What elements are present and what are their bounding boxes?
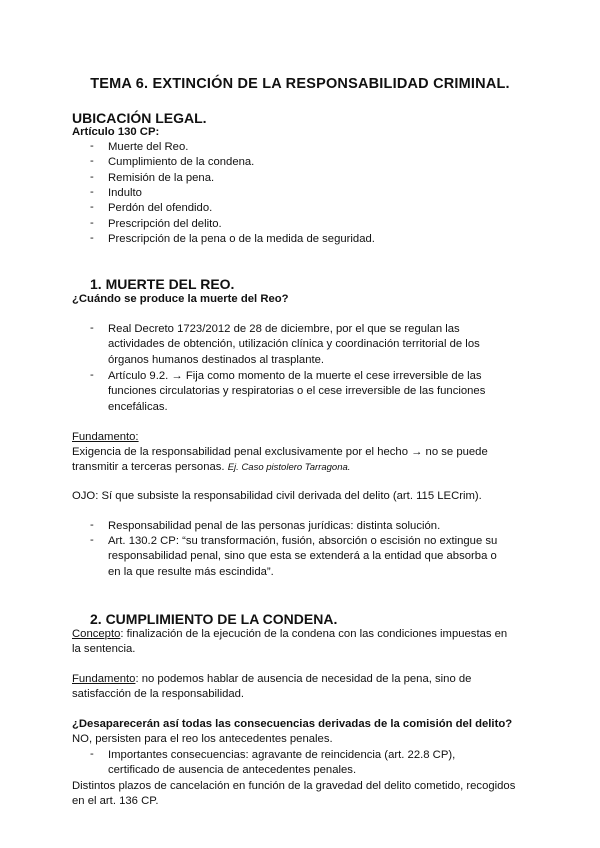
ojo-note: OJO: Sí que subsiste la responsabilidad civil derivada del delito (art. 115 LECrim). — [72, 490, 482, 502]
section-heading-muerte: 1. MUERTE DEL REO. — [90, 276, 235, 292]
bullet-text: Responsabilidad penal de las personas jurídicas: distinta solución. — [108, 520, 441, 532]
fundamento-label: Fundamento: — [72, 431, 139, 443]
article-heading: Artículo 130 CP: — [72, 126, 160, 138]
fundamento2-label: Fundamento — [72, 673, 136, 685]
bullet-text: Art. 130.2 CP: “su transformación, fusión, absorción o escisión no extingue su responsabilidad penal, sino que esta se extenderá a la entidad que absorba o en la que resulte más escindida”. — [108, 535, 498, 578]
concepto-label: Concepto — [72, 628, 121, 640]
fundamento2-paragraph — [72, 672, 518, 703]
list-item: Cumplimiento de la condena. — [108, 156, 255, 168]
list-item: Prescripción del delito. — [108, 218, 222, 230]
dash-bullet: - — [90, 369, 94, 381]
section-question: ¿Cuándo se produce la muerte del Reo? — [72, 293, 289, 305]
dash-bullet: - — [90, 155, 94, 167]
fundamento-example: Ej. Caso pistolero Tarragona. — [227, 462, 351, 474]
list-item: Prescripción de la pena o de la medida de seguridad. — [108, 233, 375, 245]
dash-bullet: - — [90, 322, 94, 334]
page-title: TEMA 6. EXTINCIÓN DE LA RESPONSABILIDAD CRIMINAL. — [90, 76, 510, 92]
dash-bullet: - — [90, 140, 94, 152]
list-item: Remisión de la pena. — [108, 172, 215, 184]
fundamento-paragraph — [72, 445, 512, 476]
dash-bullet: - — [90, 534, 94, 546]
bullet-text: Real Decreto 1723/2012 de 28 de diciembre, por el que se regulan las actividades de obtención, utilización clínica y coordinación territorial de los órganos humanos destinados al trasplante. — [108, 323, 480, 366]
fundamento-text: Exigencia de la responsabilidad penal exclusivamente por el hecho → no se puede transmitir a terceras personas. — [72, 446, 488, 474]
fundamento2-text: : no podemos hablar de ausencia de necesidad de la pena, sino de satisfacción de la responsabilidad. — [72, 673, 472, 701]
dash-bullet: - — [90, 186, 94, 198]
dash-bullet: - — [90, 232, 94, 244]
answer-text: NO, persisten para el reo los antecedentes penales. — [72, 733, 333, 745]
section-heading-cumplimiento: 2. CUMPLIMIENTO DE LA CONDENA. — [90, 611, 338, 627]
dash-bullet: - — [90, 217, 94, 229]
list-item: Indulto — [108, 187, 142, 199]
dash-bullet: - — [90, 201, 94, 213]
dash-bullet: - — [90, 519, 94, 531]
closing-text: Distintos plazos de cancelación en función de la gravedad del delito cometido, recogidos en el art. 136 CP. — [72, 780, 516, 808]
section-question: ¿Desaparecerán así todas las consecuencias derivadas de la comisión del delito? — [72, 718, 513, 730]
dash-bullet: - — [90, 171, 94, 183]
section-heading-ubicacion: UBICACIÓN LEGAL. — [72, 110, 207, 126]
list-item: Perdón del ofendido. — [108, 202, 213, 214]
bullet-text: Importantes consecuencias: agravante de reincidencia (art. 22.8 CP), certificado de ausencia de antecedentes penales. — [108, 749, 456, 777]
list-item: Muerte del Reo. — [108, 141, 189, 153]
concepto-text: : finalización de la ejecución de la condena con las condiciones impuestas en la sentencia. — [72, 628, 508, 656]
dash-bullet: - — [90, 748, 94, 760]
bullet-text: Artículo 9.2. → Fija como momento de la muerte el cese irreversible de las funciones circulatorias y respiratorias o el cese irreversible de las funciones encefálicas. — [108, 370, 486, 413]
concepto-paragraph — [72, 627, 518, 658]
